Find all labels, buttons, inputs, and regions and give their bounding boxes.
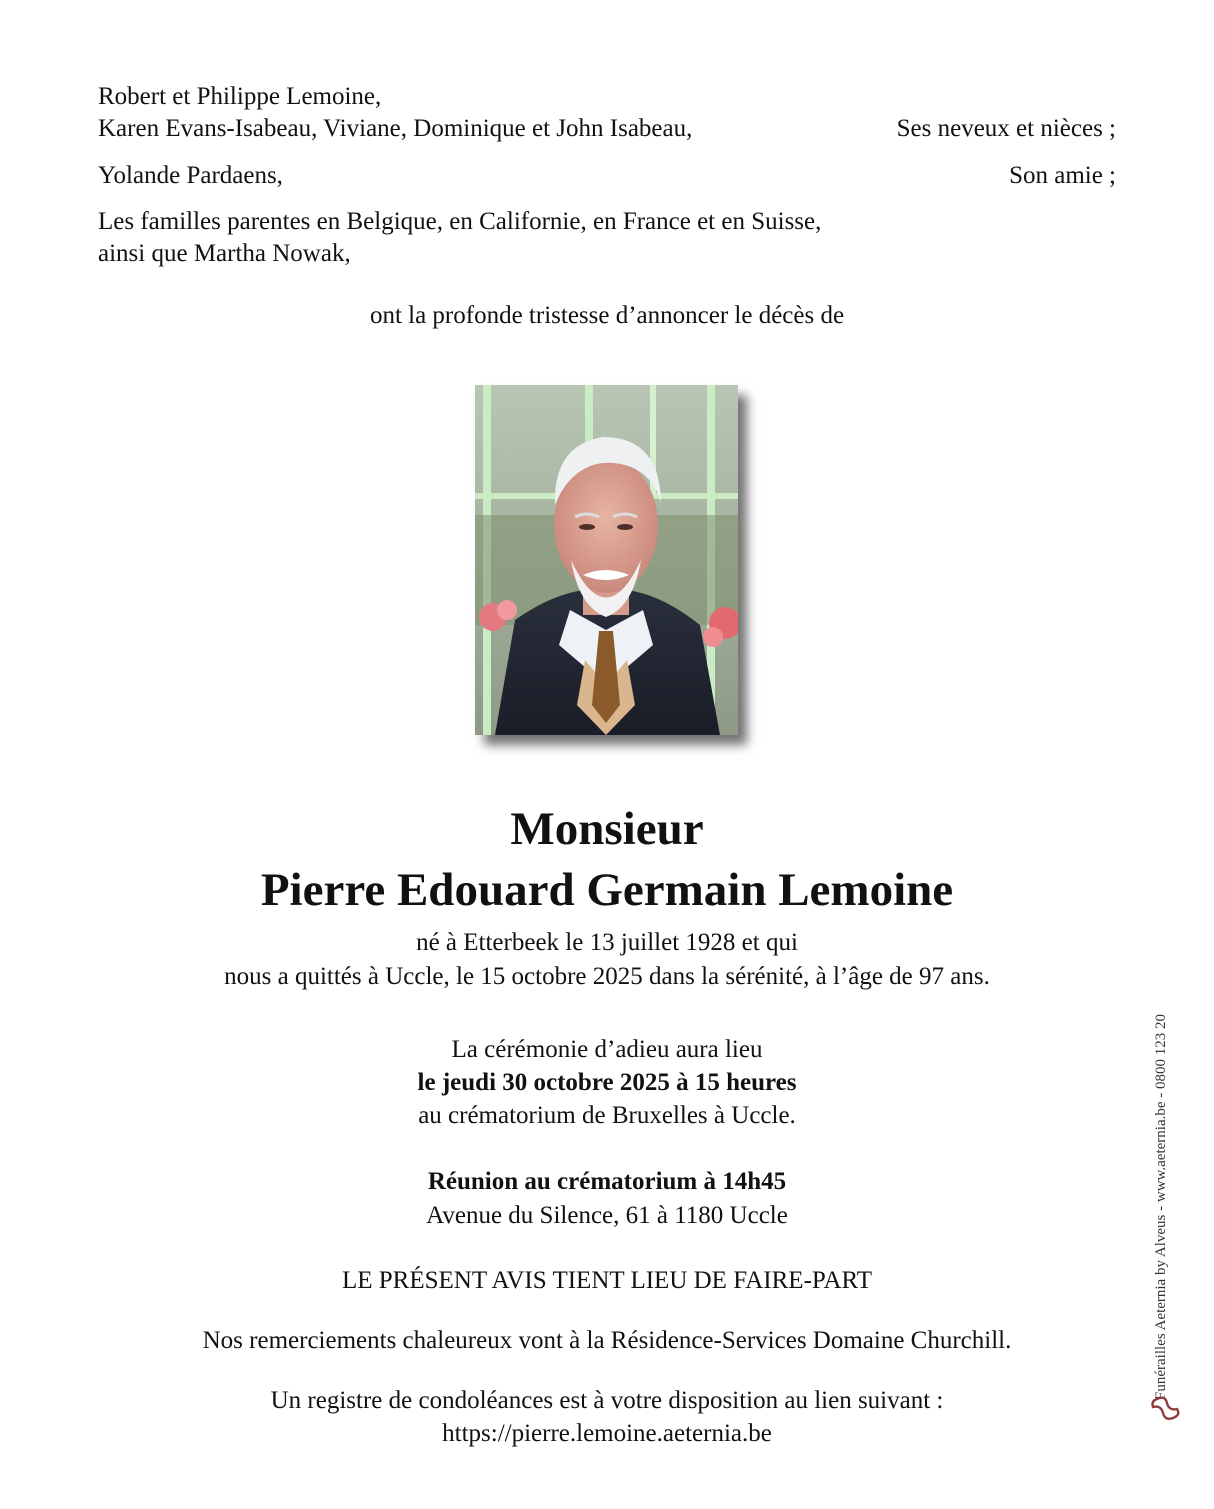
honorific: Monsieur [510, 803, 704, 855]
meeting-address: Avenue du Silence, 61 à 1180 Uccle [426, 1202, 788, 1229]
ceremony-place: au crématorium de Bruxelles à Uccle. [418, 1102, 796, 1129]
funeral-credit: Funérailles Aeternia by Alveus - www.aeternia.be - 0800 123 20 [1153, 1013, 1169, 1400]
family-line-5: ainsi que Martha Nowak, [98, 240, 351, 267]
birth-info: né à Etterbeek le 13 juillet 1928 et qui [416, 929, 798, 956]
family-line-4: Les familles parentes en Belgique, en Californie, en France et en Suisse, [98, 208, 822, 235]
announcement-text: ont la profonde tristesse d’annoncer le décès de [369, 302, 845, 329]
family-relation-friend: Son amie ; [1009, 162, 1116, 189]
family-line-3: Yolande Pardaens, [98, 162, 283, 189]
condolences-intro: Un registre de condoléances est à votre disposition au lien suivant : [270, 1387, 944, 1414]
family-relation-nephews: Ses neveux et nièces ; [896, 115, 1116, 142]
family-line-2: Karen Evans-Isabeau, Viviane, Dominique et John Isabeau, [98, 115, 693, 142]
ceremony-date: le jeudi 30 octobre 2025 à 15 heures [417, 1069, 797, 1096]
condolences-link[interactable]: https://pierre.lemoine.aeternia.be [442, 1420, 772, 1447]
thanks-text: Nos remerciements chaleureux vont à la Résidence-Services Domaine Churchill. [202, 1327, 1012, 1354]
deceased-name: Pierre Edouard Germain Lemoine [260, 864, 954, 916]
ceremony-intro: La cérémonie d’adieu aura lieu [451, 1036, 763, 1063]
death-info: nous a quittés à Uccle, le 15 octobre 2025 dans la sérénité, à l’âge de 97 ans. [224, 963, 990, 990]
notice-text: LE PRÉSENT AVIS TIENT LIEU DE FAIRE-PART [341, 1267, 873, 1294]
portrait-photo [475, 385, 738, 735]
family-line-1: Robert et Philippe Lemoine, [98, 83, 382, 110]
meeting-time: Réunion au crématorium à 14h45 [427, 1168, 787, 1195]
aeternia-knot-icon [1151, 1395, 1181, 1421]
